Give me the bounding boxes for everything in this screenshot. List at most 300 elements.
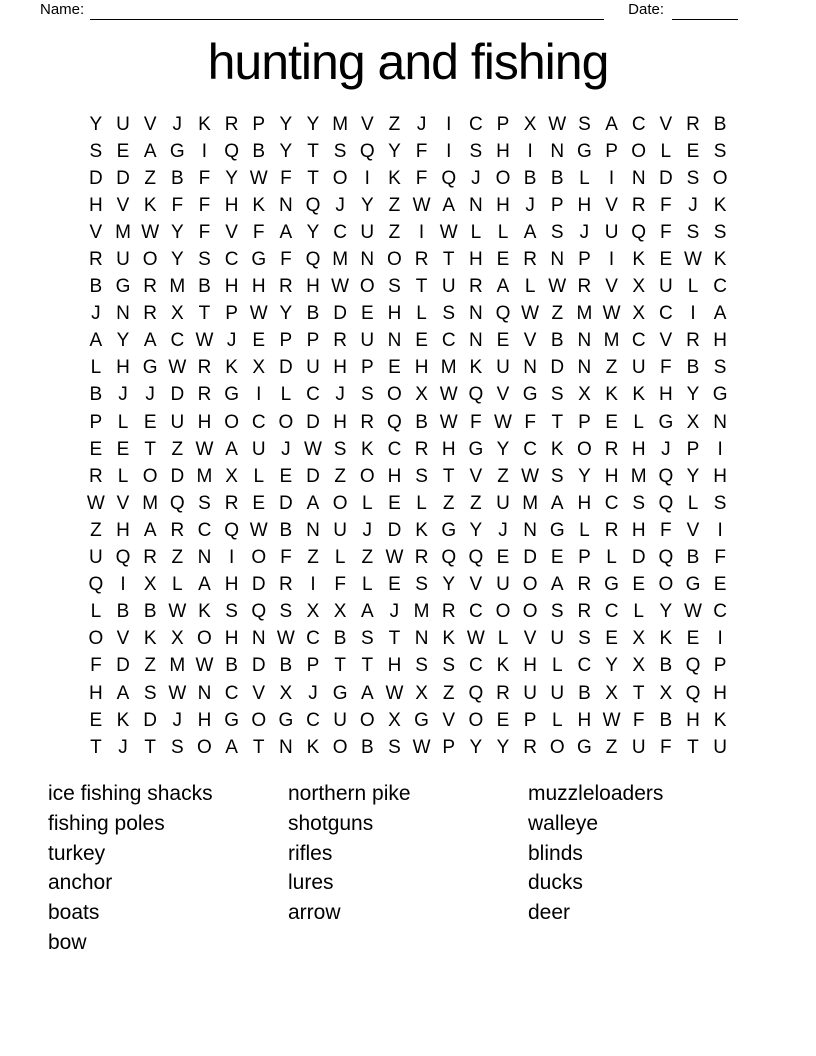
grid-cell: W (602, 709, 621, 731)
grid-cell: G (278, 709, 294, 731)
grid-cell: D (306, 411, 320, 433)
grid-cell: K (306, 736, 320, 758)
grid-cell: R (414, 438, 429, 460)
grid-cell: L (579, 167, 590, 189)
grid-cell: W (385, 682, 404, 704)
grid-cell: F (90, 655, 102, 677)
grid-cell: A (225, 736, 238, 758)
grid-cell: F (280, 547, 292, 569)
grid-row (82, 463, 733, 490)
grid-cell: A (442, 194, 456, 216)
grid-cell: Q (251, 601, 267, 623)
grid-cell: N (631, 167, 646, 189)
grid-cell: F (524, 411, 536, 433)
grid-cell: X (388, 709, 401, 731)
grid-row (82, 734, 733, 761)
grid-cell: N (360, 249, 375, 271)
grid-cell: K (605, 384, 618, 406)
grid-cell: Z (388, 113, 401, 135)
grid-cell: Y (225, 167, 238, 189)
grid-cell: M (630, 465, 647, 487)
grid-cell: S (415, 574, 428, 596)
grid-cell: U (441, 276, 456, 298)
grid-cell: V (659, 330, 673, 352)
grid-cell: Z (90, 519, 102, 541)
grid-cell: D (170, 465, 185, 487)
grid-cell: W (439, 221, 458, 243)
grid-cell: D (279, 492, 293, 514)
puzzle-title: hunting and fishing (207, 34, 609, 90)
grid-cell: E (686, 140, 700, 162)
grid-cell: C (441, 330, 456, 352)
grid-cell: Q (224, 140, 239, 162)
grid-cell: N (577, 330, 592, 352)
grid-cell: Y (686, 384, 700, 406)
grid-cell: K (252, 194, 266, 216)
grid-cell: R (686, 113, 700, 135)
grid-cell: B (279, 655, 293, 677)
grid-cell: R (143, 276, 158, 298)
grid-cell: R (631, 194, 646, 216)
grid-cell: S (550, 384, 564, 406)
grid-cell: X (632, 276, 646, 298)
grid-cell: A (143, 330, 157, 352)
grid-cell: Z (388, 221, 401, 243)
grid-cell: C (523, 438, 537, 460)
grid-cell: F (280, 249, 292, 271)
grid-cell: W (684, 601, 702, 623)
grid-cell: Z (144, 655, 156, 677)
grid-cell: C (658, 303, 673, 325)
grid-cell: O (142, 465, 158, 487)
grid-cell: O (224, 411, 239, 433)
grid-cell: I (120, 574, 126, 596)
grid-cell: W (304, 438, 322, 460)
grid-cell: C (306, 628, 320, 650)
grid-cell: W (249, 167, 268, 189)
grid-cell: G (685, 574, 701, 596)
grid-cell: T (144, 736, 156, 758)
grid-cell: J (335, 194, 345, 216)
grid-cell: Q (441, 547, 457, 569)
grid-cell: U (306, 357, 320, 379)
grid-cell: Q (88, 574, 104, 596)
grid-cell: U (523, 682, 537, 704)
grid-cell: Y (279, 303, 293, 325)
grid-cell: Q (359, 140, 375, 162)
grid-cell: H (713, 330, 727, 352)
grid-cell: E (713, 574, 727, 596)
grid-cell: R (414, 547, 429, 569)
word-list-column (48, 779, 288, 958)
grid-cell: L (687, 492, 699, 514)
grid-cell: W (466, 628, 485, 650)
word-list-item: shotguns (288, 811, 374, 835)
grid-cell: C (306, 709, 320, 731)
grid-cell: Q (441, 167, 457, 189)
grid-cell: O (387, 249, 402, 271)
grid-cell: F (714, 547, 726, 569)
grid-cell: V (143, 113, 157, 135)
grid-cell: R (468, 276, 483, 298)
grid-row (82, 599, 733, 626)
grid-cell: B (116, 601, 130, 623)
grid-cell: G (224, 384, 239, 406)
grid-cell: H (89, 682, 103, 704)
grid-cell: B (686, 547, 700, 569)
grid-cell: S (713, 357, 727, 379)
grid-cell: N (279, 736, 293, 758)
grid-cell: Y (469, 519, 483, 541)
grid-cell: E (632, 574, 646, 596)
grid-cell: G (577, 140, 592, 162)
grid-cell: Q (631, 221, 647, 243)
grid-cell: F (632, 709, 645, 731)
grid-cell: N (468, 330, 483, 352)
grid-cell: Y (306, 221, 320, 243)
grid-cell: Y (306, 113, 320, 135)
grid-cell: S (442, 655, 456, 677)
grid-cell: Z (144, 167, 156, 189)
grid-cell: Z (388, 194, 401, 216)
grid-cell: P (578, 547, 591, 569)
grid-cell: L (660, 140, 672, 162)
grid-cell: H (224, 628, 239, 650)
grid-cell: G (414, 709, 429, 731)
grid-cell: E (388, 492, 401, 514)
word-list-item: arrow (288, 901, 341, 925)
grid-cell: T (551, 411, 564, 433)
grid-cell: O (495, 167, 511, 189)
grid-cell: S (198, 249, 211, 271)
grid-cell: E (496, 249, 510, 271)
grid-cell: H (414, 357, 429, 379)
grid-cell: L (687, 276, 699, 298)
grid-cell: M (576, 303, 593, 325)
grid-cell: K (632, 384, 646, 406)
grid-cell: S (279, 601, 293, 623)
grid-cell: P (578, 249, 591, 271)
grid-cell: V (442, 709, 456, 731)
grid-cell: N (523, 519, 537, 541)
grid-cell: F (415, 167, 428, 189)
grid-cell: T (442, 465, 455, 487)
word-list (48, 779, 776, 958)
grid-cell: Q (224, 519, 239, 541)
grid-cell: U (496, 574, 510, 596)
grid-cell: F (660, 221, 672, 243)
grid-cell: M (413, 601, 430, 623)
grid-row (82, 490, 733, 517)
grid-cell: L (416, 303, 427, 325)
grid-cell: I (717, 519, 723, 541)
grid-cell: A (143, 140, 157, 162)
grid-cell: H (658, 384, 673, 406)
grid-cell: O (549, 736, 565, 758)
grid-cell: R (224, 113, 239, 135)
grid-cell: H (468, 249, 483, 271)
grid-cell: V (469, 574, 483, 596)
grid-cell: O (142, 249, 158, 271)
grid-cell: Q (658, 492, 674, 514)
grid-cell: Y (89, 113, 103, 135)
grid-cell: V (469, 465, 483, 487)
word-list-item: bow (48, 930, 87, 954)
grid-cell: C (468, 113, 483, 135)
grid-cell: R (279, 276, 293, 298)
grid-cell: H (577, 709, 592, 731)
grid-cell: Z (470, 492, 482, 514)
grid-cell: X (225, 465, 238, 487)
grid-row (82, 382, 733, 409)
grid-cell: H (387, 465, 402, 487)
grid-cell: H (631, 519, 646, 541)
grid-cell: C (170, 330, 185, 352)
grid-cell: O (278, 411, 294, 433)
grid-cell: G (712, 384, 728, 406)
grid-cell: J (471, 167, 481, 189)
word-list-item: rifles (288, 841, 333, 865)
grid-cell: Z (605, 736, 618, 758)
grid-cell: W (439, 411, 458, 433)
grid-cell: R (197, 384, 212, 406)
grid-cell: O (658, 574, 674, 596)
grid-cell: R (279, 574, 293, 596)
grid-cell: K (116, 709, 130, 731)
grid-cell: A (496, 276, 510, 298)
grid-cell: O (468, 709, 484, 731)
grid-cell: P (306, 655, 320, 677)
grid-cell: N (251, 628, 266, 650)
grid-cell: E (279, 465, 293, 487)
grid-cell: L (416, 492, 427, 514)
grid-cell: S (550, 221, 564, 243)
grid-row (82, 680, 733, 707)
grid-cell: R (143, 547, 158, 569)
grid-cell: L (497, 628, 509, 650)
word-list-item: walleye (528, 811, 599, 835)
grid-cell: W (385, 547, 404, 569)
grid-cell: I (364, 167, 370, 189)
grid-row (82, 219, 733, 246)
grid-row (82, 409, 733, 436)
grid-cell: X (143, 574, 157, 596)
grid-cell: X (415, 682, 428, 704)
grid-cell: O (631, 140, 647, 162)
grid-cell: K (415, 519, 428, 541)
grid-cell: H (577, 492, 592, 514)
grid-cell: Q (685, 655, 701, 677)
grid-cell: S (388, 276, 401, 298)
grid-cell: H (686, 709, 700, 731)
grid-cell: B (686, 357, 700, 379)
grid-row (82, 707, 733, 734)
word-list-item: boats (48, 901, 100, 925)
grid-cell: K (198, 601, 211, 623)
grid-cell: S (170, 736, 184, 758)
grid-cell: H (604, 465, 619, 487)
grid-cell: C (468, 655, 483, 677)
grid-cell: B (360, 736, 374, 758)
grid-cell: C (333, 221, 348, 243)
grid-cell: U (658, 276, 673, 298)
grid-cell: W (412, 736, 431, 758)
grid-cell: I (690, 303, 696, 325)
grid-cell: E (143, 411, 157, 433)
grid-cell: S (686, 221, 700, 243)
grid-cell: Q (658, 547, 674, 569)
grid-cell: Z (171, 547, 184, 569)
grid-cell: J (172, 709, 183, 731)
grid-cell: Z (551, 303, 564, 325)
grid-cell: M (332, 249, 349, 271)
grid-cell: W (602, 303, 621, 325)
word-search-grid (82, 111, 733, 761)
grid-cell: F (660, 194, 672, 216)
grid-cell: Z (361, 547, 374, 569)
grid-cell: Y (578, 465, 591, 487)
grid-cell: Q (468, 384, 484, 406)
grid-cell: X (306, 601, 320, 623)
grid-cell: B (306, 303, 320, 325)
grid-cell: O (332, 736, 348, 758)
grid-cell: T (90, 736, 102, 758)
grid-cell: V (605, 276, 618, 298)
grid-cell: B (198, 276, 211, 298)
grid-cell: E (360, 303, 374, 325)
grid-cell: I (446, 140, 452, 162)
grid-cell: R (360, 411, 375, 433)
grid-cell: D (279, 357, 293, 379)
grid-cell: A (360, 682, 374, 704)
grid-cell: Y (496, 736, 510, 758)
grid-cell: H (333, 357, 348, 379)
grid-cell: A (89, 330, 103, 352)
grid-cell: Q (685, 682, 701, 704)
grid-cell: E (496, 330, 510, 352)
grid-cell: C (468, 601, 483, 623)
grid-cell: W (684, 249, 702, 271)
grid-cell: S (333, 140, 347, 162)
grid-cell: K (713, 194, 727, 216)
grid-cell: U (116, 249, 130, 271)
grid-cell: P (686, 438, 700, 460)
grid-cell: M (522, 492, 539, 514)
grid-cell: J (226, 330, 237, 352)
grid-cell: U (89, 547, 103, 569)
grid-cell: I (608, 167, 615, 189)
grid-cell: L (117, 465, 129, 487)
grid-cell: R (577, 601, 592, 623)
grid-cell: Y (360, 194, 374, 216)
grid-cell: D (550, 357, 565, 379)
grid-cell: K (713, 709, 727, 731)
grid-cell: S (713, 140, 727, 162)
grid-cell: M (603, 330, 620, 352)
grid-cell: W (195, 655, 214, 677)
grid-cell: T (388, 628, 401, 650)
grid-cell: O (197, 628, 212, 650)
grid-cell: N (468, 194, 483, 216)
grid-cell: Q (305, 194, 321, 216)
grid-cell: E (496, 547, 510, 569)
grid-cell: F (198, 167, 211, 189)
grid-row (82, 355, 733, 382)
grid-cell: L (551, 655, 563, 677)
grid-cell: E (89, 438, 103, 460)
grid-cell: J (579, 221, 590, 243)
grid-cell: U (360, 221, 375, 243)
grid-cell: A (550, 574, 564, 596)
grid-cell: Y (442, 574, 456, 596)
grid-cell: U (496, 357, 510, 379)
grid-cell: V (360, 113, 374, 135)
word-list-item: muzzleloaders (528, 782, 664, 805)
grid-row (82, 572, 733, 599)
grid-cell: Q (658, 465, 674, 487)
grid-cell: R (523, 736, 537, 758)
grid-cell: L (497, 221, 509, 243)
grid-cell: H (116, 519, 130, 541)
grid-cell: J (416, 113, 427, 135)
grid-cell: S (713, 492, 727, 514)
grid-cell: O (577, 438, 592, 460)
grid-cell: Y (659, 601, 673, 623)
grid-cell: M (169, 655, 186, 677)
grid-cell: V (659, 113, 673, 135)
grid-row (82, 653, 733, 680)
grid-cell: L (172, 574, 183, 596)
grid-cell: N (279, 194, 293, 216)
grid-cell: R (496, 682, 510, 704)
grid-cell: W (548, 276, 567, 298)
grid-cell: J (688, 194, 698, 216)
grid-cell: I (310, 574, 316, 596)
grid-cell: O (359, 709, 375, 731)
grid-cell: G (577, 736, 592, 758)
grid-cell: H (197, 709, 212, 731)
grid-cell: D (143, 709, 158, 731)
grid-cell: R (170, 519, 185, 541)
grid-cell: Q (495, 303, 511, 325)
grid-cell: R (686, 330, 700, 352)
grid-cell: S (333, 438, 347, 460)
grid-cell: U (713, 736, 727, 758)
grid-cell: V (116, 628, 130, 650)
grid-cell: S (415, 465, 428, 487)
grid-cell: G (224, 709, 239, 731)
grid-cell: P (713, 655, 727, 677)
grid-cell: K (713, 249, 727, 271)
grid-cell: H (441, 438, 456, 460)
grid-cell: D (658, 167, 673, 189)
grid-row (82, 138, 733, 165)
grid-cell: C (631, 113, 646, 135)
grid-cell: H (496, 140, 510, 162)
grid-cell: C (387, 438, 402, 460)
grid-cell: O (359, 276, 375, 298)
grid-cell: R (89, 249, 103, 271)
grid-cell: H (89, 194, 103, 216)
grid-cell: W (548, 113, 567, 135)
grid-cell: G (441, 519, 457, 541)
grid-cell: R (143, 303, 158, 325)
grid-cell: H (713, 465, 727, 487)
date-label: Date: (628, 1, 664, 18)
grid-cell: I (256, 384, 262, 406)
grid-cell: V (496, 384, 510, 406)
grid-row (82, 246, 733, 273)
